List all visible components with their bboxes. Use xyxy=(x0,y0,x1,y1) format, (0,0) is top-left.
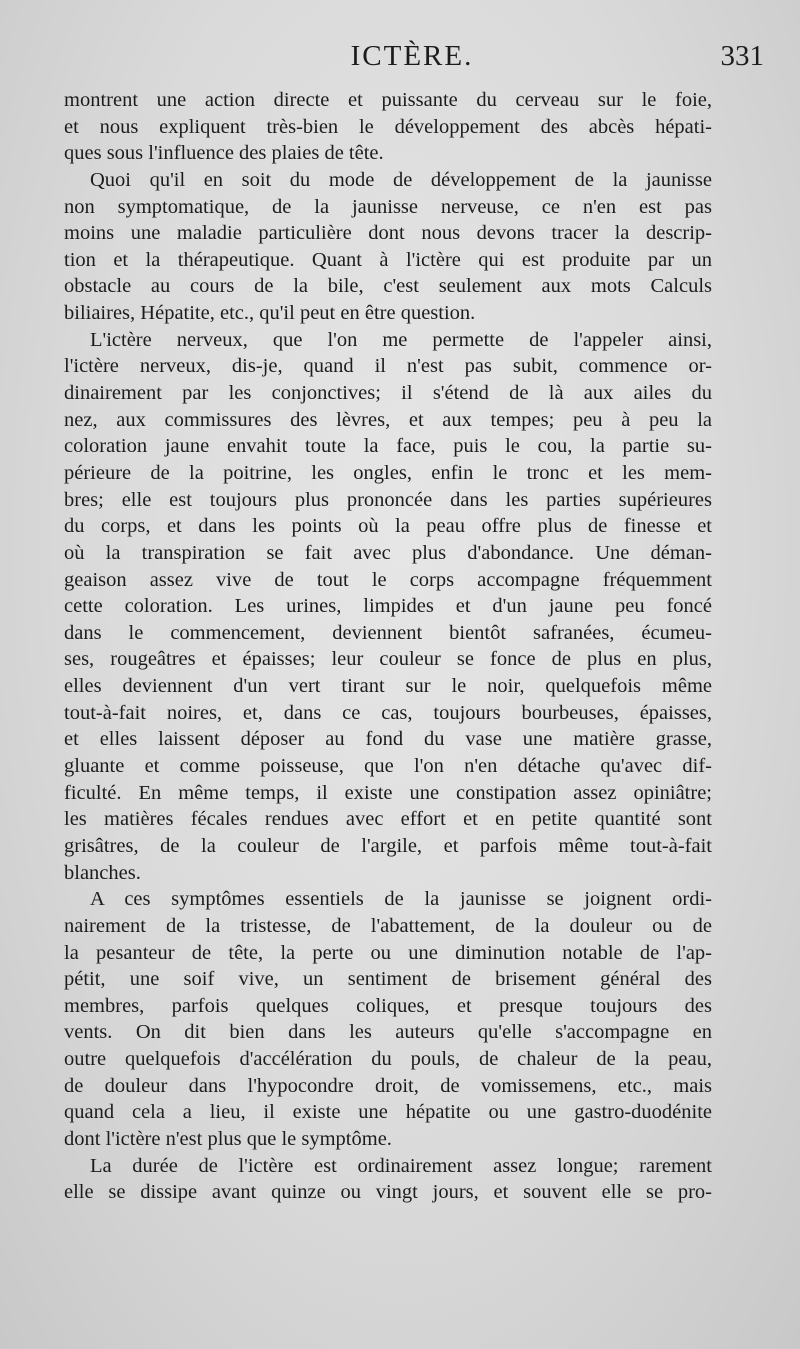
text-line: du corps, et dans les points où la peau offre plus de finesse et xyxy=(64,515,712,538)
text-line: elle se dissipe avant quinze ou vingt jours, et souvent elle se pro- xyxy=(64,1181,712,1204)
text-line: nez, aux commissures des lèvres, et aux tempes; peu à peu la xyxy=(64,408,712,431)
text-line: La durée de l'ictère est ordinairement assez longue; rarement xyxy=(90,1154,712,1177)
text-line: membres, parfois quelques coliques, et presque toujours des xyxy=(64,994,712,1017)
text-line: de douleur dans l'hypocondre droit, de vomissemens, etc., mais xyxy=(64,1074,712,1097)
text-line: nairement de la tristesse, de l'abattement, de la douleur ou de xyxy=(64,914,712,937)
text-line: Quoi qu'il en soit du mode de développement de la jaunisse xyxy=(90,168,712,191)
text-line: biliaires, Hépatite, etc., qu'il peut en être question. xyxy=(64,302,476,325)
body-text xyxy=(64,87,712,1206)
text-line: A ces symptômes essentiels de la jaunisse se joignent ordi- xyxy=(90,888,712,911)
text-line: et nous expliquent très-bien le développement des abcès hépati- xyxy=(64,115,712,138)
text-line: vents. On dit bien dans les auteurs qu'elle s'accompagne en xyxy=(64,1021,712,1044)
text-line: geaison assez vive de tout le corps accompagne fréquemment xyxy=(64,568,712,591)
text-line: grisâtres, de la couleur de l'argile, et parfois même tout-à-fait xyxy=(64,834,712,857)
text-line: tout-à-fait noires, et, dans ce cas, toujours bourbeuses, épaisses, xyxy=(64,701,712,724)
text-line: dans le commencement, deviennent bientôt safranées, écumeu- xyxy=(64,621,712,644)
text-line: ses, rougeâtres et épaisses; leur couleur se fonce de plus en plus, xyxy=(64,648,712,671)
text-line: périeure de la poitrine, les ongles, enfin le tronc et les mem- xyxy=(64,461,712,484)
text-line: moins une maladie particulière dont nous devons tracer la descrip- xyxy=(64,222,712,245)
text-line: et elles laissent déposer au fond du vase une matière grasse, xyxy=(64,728,712,751)
page-header xyxy=(60,40,764,80)
text-line: dont l'ictère n'est plus que le symptôme. xyxy=(64,1127,392,1150)
text-line: l'ictère nerveux, dis-je, quand il n'est pas subit, commence or- xyxy=(64,355,712,378)
text-line: non symptomatique, de la jaunisse nerveuse, ce n'en est pas xyxy=(64,195,712,218)
running-title: ICTÈRE. xyxy=(350,40,474,72)
text-line: dinairement par les conjonctives; il s'étend de là aux ailes du xyxy=(64,382,712,405)
text-line: obstacle au cours de la bile, c'est seulement aux mots Calculs xyxy=(64,275,712,298)
text-line: tion et la thérapeutique. Quant à l'ictère qui est produite par un xyxy=(64,248,712,271)
text-line: cette coloration. Les urines, limpides et d'un jaune peu foncé xyxy=(64,595,712,618)
text-line: pétit, une soif vive, un sentiment de brisement général des xyxy=(64,968,712,991)
text-line: les matières fécales rendues avec effort et en petite quantité sont xyxy=(64,808,712,831)
text-line: L'ictère nerveux, que l'on me permette de l'appeler ainsi, xyxy=(90,328,712,351)
page-number: 331 xyxy=(720,40,764,72)
text-line: coloration jaune envahit toute la face, puis le cou, la partie su- xyxy=(64,435,712,458)
text-line: blanches. xyxy=(64,861,141,884)
text-line: montrent une action directe et puissante du cerveau sur le foie, xyxy=(64,89,712,111)
text-line: bres; elle est toujours plus prononcée dans les parties supérieures xyxy=(64,488,712,511)
text-line: elles deviennent d'un vert tirant sur le noir, quelquefois même xyxy=(64,675,712,698)
text-line: quand cela a lieu, il existe une hépatite ou une gastro-duodénite xyxy=(64,1101,712,1124)
text-line: gluante et comme poisseuse, que l'on n'en détache qu'avec dif- xyxy=(64,755,712,778)
text-line: la pesanteur de tête, la perte ou une diminution notable de l'ap- xyxy=(64,941,712,964)
text-line: où la transpiration se fait avec plus d'abondance. Une déman- xyxy=(64,541,712,564)
text-line: ficulté. En même temps, il existe une constipation assez opiniâtre; xyxy=(64,781,712,804)
text-line: outre quelquefois d'accélération du pouls, de chaleur de la peau, xyxy=(64,1048,712,1071)
text-line: ques sous l'influence des plaies de tête. xyxy=(64,142,384,165)
